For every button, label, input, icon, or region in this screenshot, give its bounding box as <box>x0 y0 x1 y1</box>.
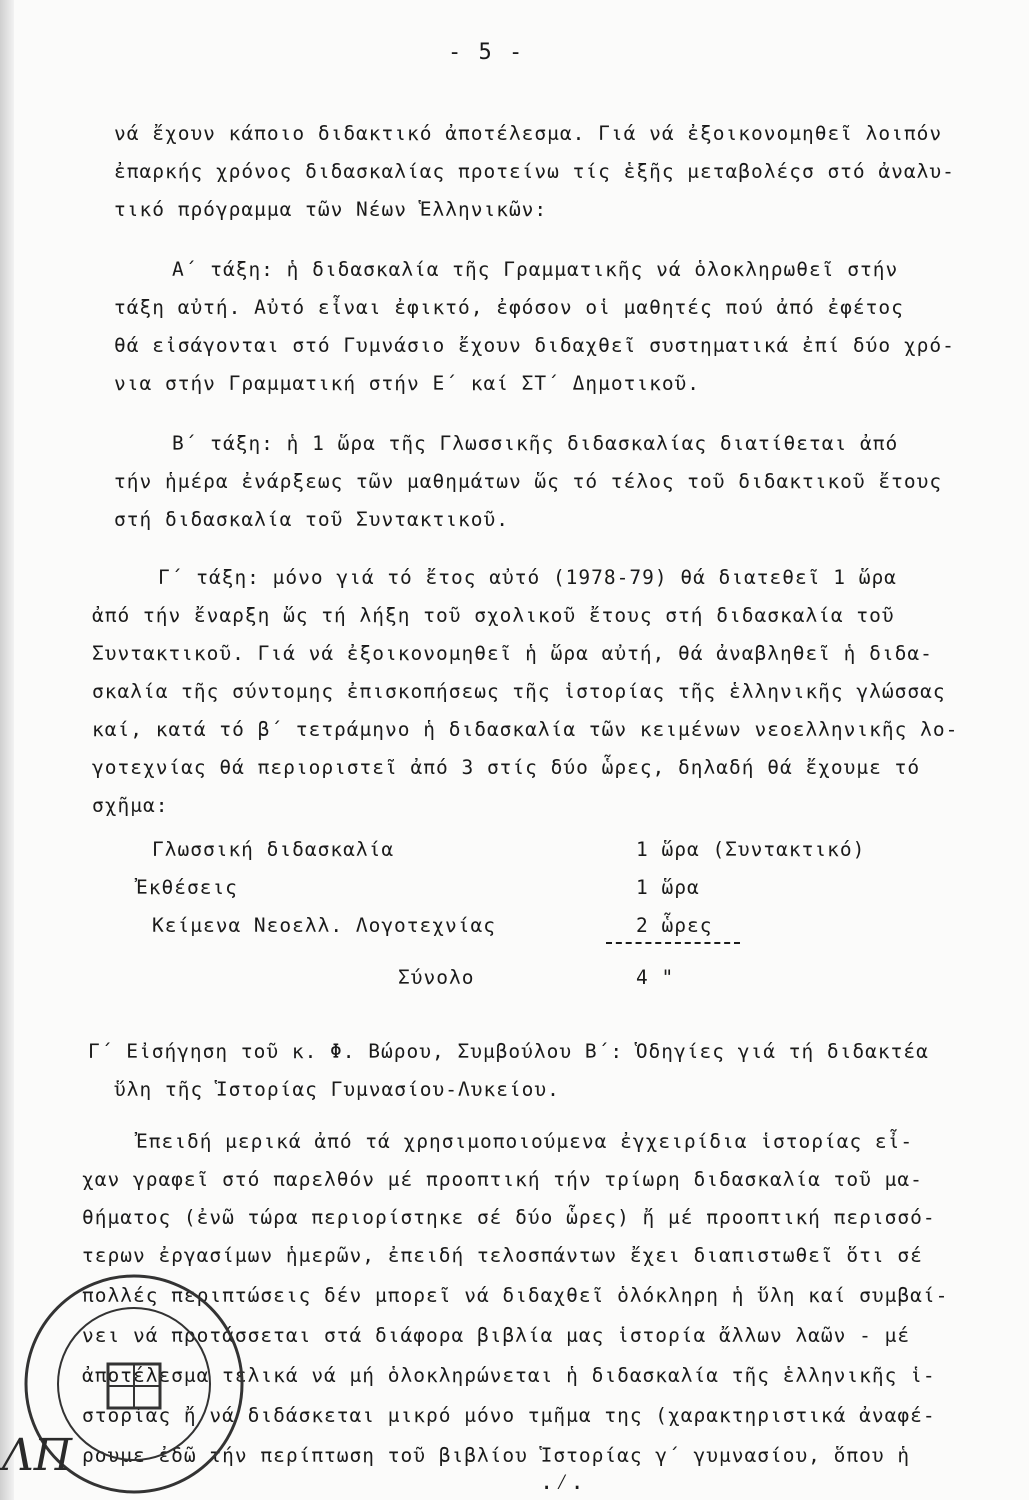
text-line: νια στήν Γραμματική στήν Ε΄ καί ΣΤ΄ Δημοτικοῦ. <box>114 372 701 395</box>
margin-annotation: ΛΠ <box>2 1430 73 1481</box>
text-line: Α΄ τάξη: ἡ διδασκαλία τῆς Γραμματικῆς νά ὁλοκληρωθεῖ στήν <box>172 258 899 281</box>
schedule-total-value: 4 " <box>636 966 675 989</box>
text-line: θά εἰσάγονται στό Γυμνάσιο ἔχουν διδαχθεῖ συστηματικά ἐπί δύο χρό- <box>114 334 955 357</box>
schedule-total-label: Σύνολο <box>398 966 475 989</box>
text-line: ρουμε ἐδῶ τήν περίπτωση τοῦ βιβλίου Ἱστορίας γ΄ γυμνασίου, ὅπου ἡ <box>82 1444 911 1467</box>
text-line: σχῆμα: <box>92 794 169 817</box>
schedule-hours: 2 ὧρες <box>636 914 713 937</box>
text-line: ἀποτέλεσμα τελικά νά μή ὁλοκληρώνεται ἡ διδασκαλία τῆς ἑλληνικῆς ἱ- <box>82 1364 936 1387</box>
sum-divider <box>606 942 740 944</box>
page-left-edge <box>0 0 14 1500</box>
text-line: ἀπό τήν ἔναρξη ὥς τή λήξη τοῦ σχολικοῦ ἔτους στή διδασκαλία τοῦ <box>92 604 895 627</box>
text-line: χαν γραφεῖ στό παρελθόν μέ προοπτική τήν τρίωρη διδασκαλία τοῦ μα- <box>82 1168 923 1191</box>
schedule-subject: Ἐκθέσεις <box>136 876 238 899</box>
schedule-subject: Γλωσσική διδασκαλία <box>152 838 395 861</box>
section-heading: ὕλη τῆς Ἱστορίας Γυμνασίου-Λυκείου. <box>114 1078 560 1101</box>
text-line: σκαλία τῆς σύντομης ἐπισκοπήσεως τῆς ἱστορίας τῆς ἑλληνικῆς γλώσσας <box>92 680 946 703</box>
text-line: τικό πρόγραμμα τῶν Νέων Ἑλληνικῶν: <box>114 198 548 221</box>
text-line: στή διδασκαλία τοῦ Συντακτικοῦ. <box>114 508 509 531</box>
continuation-mark: .⁄. <box>540 1470 586 1495</box>
text-line: νει νά προτάσσεται στά διάφορα βιβλία μας ἱστορία ἄλλων λαῶν - μέ <box>82 1324 911 1347</box>
text-line: τήν ἡμέρα ἐνάρξεως τῶν μαθημάτων ὥς τό τέλος τοῦ διδακτικοῦ ἔτους <box>114 470 943 493</box>
text-line: πολλές περιπτώσεις δέν μπορεῖ νά διδαχθεῖ ὁλόκληρη ἡ ὕλη καί συμβαί- <box>82 1284 949 1307</box>
text-line: Γ΄ τάξη: μόνο γιά τό ἔτος αὐτό (1978-79) θά διατεθεῖ 1 ὥρα <box>158 566 897 589</box>
text-line: τερων ἐργασίμων ἡμερῶν, ἐπειδή τελοσπάντων ἔχει διαπιστωθεῖ ὅτι σέ <box>82 1244 923 1267</box>
text-line: στορίας ἤ νά διδάσκεται μικρό μόνο τμῆμα της (χαρακτηριστικά ἀναφέ- <box>82 1404 936 1427</box>
schedule-subject: Κείμενα Νεοελλ. Λογοτεχνίας <box>152 914 496 937</box>
text-line: καί, κατά τό β΄ τετράμηνο ἡ διδασκαλία τῶν κειμένων νεοελληνικῆς λο- <box>92 718 959 741</box>
text-line: Β΄ τάξη: ἡ 1 ὥρα τῆς Γλωσσικῆς διδασκαλίας διατίθεται ἀπό <box>172 432 899 455</box>
text-line: Συντακτικοῦ. Γιά νά ἐξοικονομηθεῖ ἡ ὥρα αὐτή, θά ἀναβληθεῖ ἡ διδα- <box>92 642 933 665</box>
page-number: - 5 - <box>448 40 525 65</box>
text-line: νά ἔχουν κάποιο διδακτικό ἀποτέλεσμα. Γιά νά ἐξοικονομηθεῖ λοιπόν <box>114 122 943 145</box>
text-line: ἐπαρκής χρόνος διδασκαλίας προτείνω τίς ἑξῆς μεταβολέςσ στό ἀναλυ- <box>114 160 955 183</box>
text-line: Ἐπειδή μερικά ἀπό τά χρησιμοποιούμενα ἐγχειρίδια ἱστορίας εἶ- <box>136 1130 914 1153</box>
text-line: τάξη αὐτή. Αὐτό εἶναι ἐφικτό, ἐφόσον οἱ μαθητές πού ἀπό ἐφέτος <box>114 296 904 319</box>
text-line: γοτεχνίας θά περιοριστεῖ ἀπό 3 στίς δύο ὧρες, δηλαδή θά ἔχουμε τό <box>92 756 921 779</box>
section-heading: Γ΄ Εἰσήγηση τοῦ κ. Φ. Βώρου, Συμβούλου Β΄: Ὁδηγίες γιά τή διδακτέα <box>88 1040 929 1063</box>
text-line: θήματος (ἐνῶ τώρα περιορίστηκε σέ δύο ὧρες) ἤ μέ προοπτική περισσό- <box>82 1206 936 1229</box>
schedule-hours: 1 ὥρα (Συντακτικό) <box>636 838 866 861</box>
schedule-hours: 1 ὥρα <box>636 876 700 899</box>
